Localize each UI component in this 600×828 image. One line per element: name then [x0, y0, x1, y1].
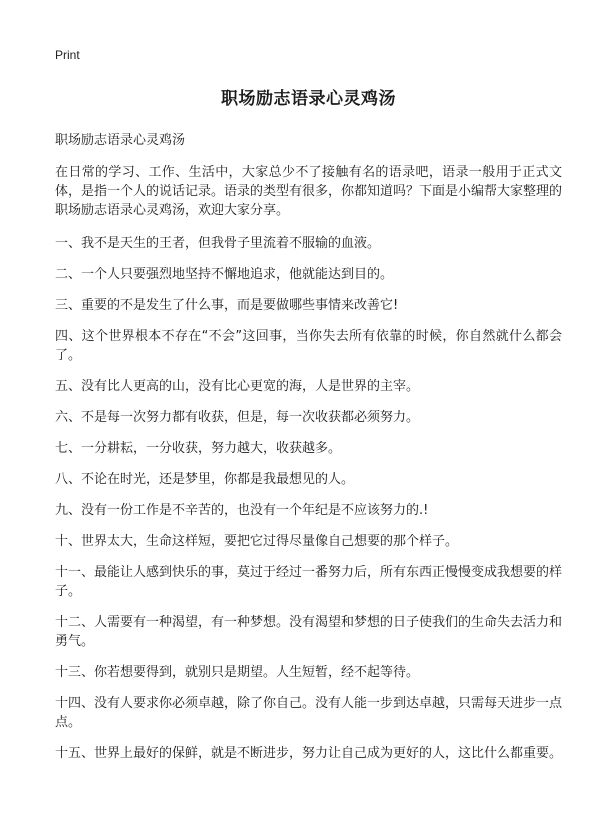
- page-title: 职场励志语录心灵鸡汤: [221, 89, 396, 109]
- quote-item: 九、没有一份工作是不辛苦的，也没有一个年纪是不应该努力的.!: [55, 503, 429, 518]
- print-link[interactable]: Print: [55, 48, 80, 62]
- quote-item: 四、这个世界根本不存在“不会”这回事，当你失去所有依靠的时候，你自然就什么都会了。: [55, 329, 562, 363]
- quote-item: 八、不论在时光，还是梦里，你都是我最想见的人。: [55, 472, 355, 487]
- document-body: [55, 163, 562, 763]
- quote-item: 三、重要的不是发生了什么事，而是要做哪些事情来改善它!: [55, 298, 399, 313]
- quote-item: 六、不是每一次努力都有收获，但是，每一次收获都必须努力。: [55, 410, 420, 425]
- quote-item: 十一、最能让人感到快乐的事，莫过于经过一番努力后，所有东西正慢慢变成我想要的样子。: [55, 565, 563, 599]
- document-subtitle: 职场励志语录心灵鸡汤: [55, 133, 186, 148]
- quote-item: 五、没有比人更高的山，没有比心更宽的海，人是世界的主宰。: [55, 379, 420, 394]
- quote-item: 十二、人需要有一种渴望，有一种梦想。没有渴望和梦想的日子使我们的生命失去活力和勇气。: [55, 615, 563, 649]
- quote-item: 二、一个人只要强烈地坚持不懈地追求，他就能达到目的。: [55, 267, 394, 282]
- quote-item: 十五、世界上最好的保鲜，就是不断进步，努力让自己成为更好的人，这比什么都重要。: [55, 746, 563, 761]
- quote-item: 十三、你若想要得到，就别只是期望。人生短暂，经不起等待。: [55, 665, 420, 680]
- quote-item: 一、我不是天生的王者，但我骨子里流着不服输的血液。: [55, 236, 381, 251]
- quote-item: 七、一分耕耘，一分收获，努力越大，收获越多。: [55, 441, 342, 456]
- intro-paragraph: 在日常的学习、工作、生活中，大家总少不了接触有名的语录吧，语录一般用于正式文体，是指一个人的说话记录。语录的类型有很多，你都知道吗？下面是小编帮大家整理的职场励志语录心灵鸡汤，欢迎大家分享。: [55, 165, 563, 218]
- quote-item: 十、世界太大，生命这样短，要把它过得尽量像自己想要的那个样子。: [55, 534, 459, 549]
- quote-item: 十四、没有人要求你必须卓越，除了你自己。没有人能一步到达卓越，只需每天进步一点点。: [55, 696, 563, 730]
